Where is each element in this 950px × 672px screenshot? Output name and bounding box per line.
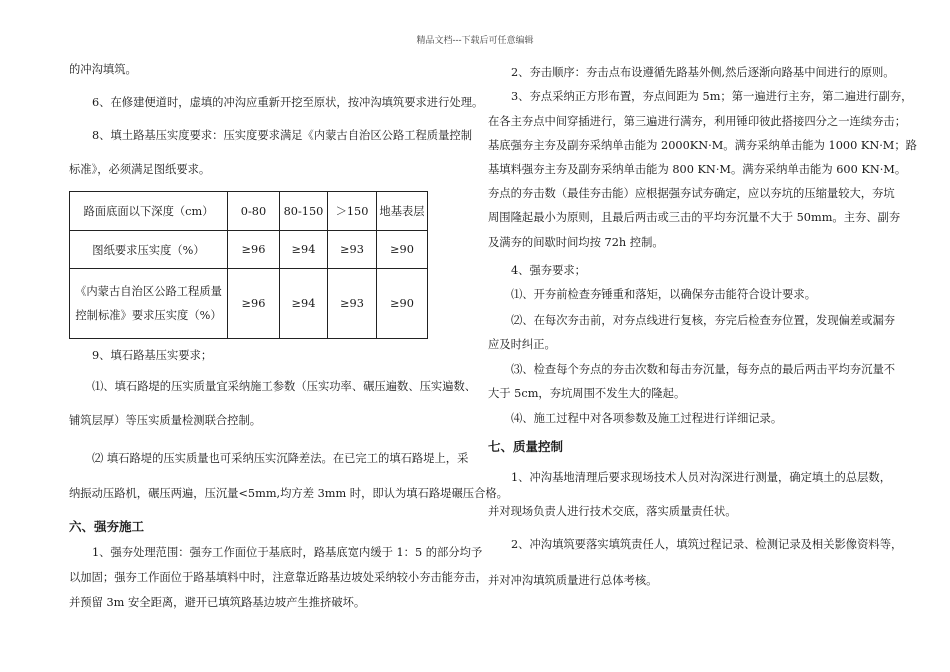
table-row	[70, 231, 428, 269]
paragraph-line: 应及时纠正。	[488, 338, 556, 351]
paragraph-line: ⑵、在每次夯击前，对夯点线进行复核，夯完后检查夯位置，发现偏差或漏夯	[511, 314, 896, 327]
paragraph-line: 3、夯点采纳正方形布置，夯点间距为 5m；第一遍进行主夯，第二遍进行副夯，	[511, 90, 913, 103]
paragraph-line: 并对现场负责人进行技术交底，落实质量责任状。	[488, 505, 737, 518]
paragraph-line: 大于 5cm，夯坑周围不发生大的隆起。	[488, 387, 686, 400]
paragraph-line: 纳振动压路机，碾压两遍，压沉量<5mm,均方差 3mm 时，即认为填石路堤碾压合格。	[69, 487, 508, 500]
paragraph-line: 1、冲沟基地清理后要求现场技术人员对沟深进行测量，确定填土的总层数，	[511, 471, 891, 484]
paragraph-line: 8、填土路基压实度要求：压实度要求满足《内蒙古自治区公路工程质量控制	[92, 129, 472, 142]
paragraph-line: ⑴、开夯前检查夯锤重和落矩，以确保夯击能符合设计要求。	[511, 288, 817, 301]
paragraph-line: 2、夯击顺序：夯击点布设遵循先路基外侧,然后逐渐向路基中间进行的原则。	[511, 66, 895, 79]
table-cell-text: 《内蒙古自治区公路工程质量	[75, 284, 222, 298]
paragraph-line: ⑶、检查每个夯点的夯击次数和每击夯沉量，每夯点的最后两击平均夯沉量不	[511, 363, 896, 376]
table-cell: ＞150	[328, 192, 377, 231]
table-cell-text: 控制标准》要求压实度（%）	[75, 308, 222, 322]
paragraph-line: 在各主夯点中间穿插进行，第三遍进行满夯，利用锤印彼此搭接四分之一连续夯击；	[488, 115, 906, 128]
table-cell: ≥93	[328, 269, 377, 339]
table-cell: ≥96	[228, 231, 280, 269]
paragraph-line: 9、填石路基压实要求；	[92, 349, 213, 362]
paragraph-line: 铺筑层厚）等压实质量检测联合控制。	[69, 414, 262, 427]
paragraph-line: 并预留 3m 安全距离，避开已填筑路基边坡产生推挤破坏。	[69, 596, 366, 609]
paragraph-line: 周围隆起最小为原则，且最后两击或三击的平均夯沉量不大于 50mm。主夯、副夯	[488, 211, 901, 224]
section-heading: 六、强夯施工	[69, 519, 145, 534]
paragraph-line: 2、冲沟填筑要落实填筑责任人，填筑过程记录、检测记录及相关影像资料等，	[511, 538, 903, 551]
table-cell: 80-150	[280, 192, 328, 231]
paragraph-line: 4、强夯要求；	[511, 264, 586, 277]
paragraph-line: 的冲沟填筑。	[69, 63, 137, 76]
table-cell: ≥90	[377, 269, 428, 339]
paragraph-line: 及满夯的间歇时间均按 72h 控制。	[488, 236, 664, 249]
paragraph-line: 基底强夯主夯及副夯采纳单击能为 2000KN·M。满夯采纳单击能为 1000 KN·M；路	[488, 139, 917, 152]
table-cell: ≥94	[280, 231, 328, 269]
paragraph-line: ⑷、施工过程中对各项参数及施工过程进行详细记录。	[511, 412, 783, 425]
table-cell: ≥96	[228, 269, 280, 339]
table-cell: ≥90	[377, 231, 428, 269]
paragraph-line: 夯点的夯击数（最佳夯击能）应根据强夯试夯确定，应以夯坑的压缩量较大，夯坑	[488, 187, 895, 200]
table-cell: 地基表层	[377, 192, 428, 231]
table-row	[70, 269, 428, 339]
paragraph-line: 并对冲沟填筑质量进行总体考核。	[488, 574, 658, 587]
paragraph-line: ⑵ 填石路堤的压实质量也可采纳压实沉降差法。在已完工的填石路堤上，采	[92, 452, 469, 465]
paragraph-line: 1、强夯处理范围：强夯工作面位于基底时，路基底宽内缓于 1：5 的部分均予	[92, 546, 483, 559]
table-row	[70, 192, 428, 231]
table-cell: ≥94	[280, 269, 328, 339]
compaction-table	[69, 191, 428, 339]
paragraph-line: ⑴、填石路堤的压实质量宜采纳施工参数（压实功率、碾压遍数、压实遍数、	[92, 380, 477, 393]
page-header: 精品文档---下载后可任意编辑	[416, 36, 534, 46]
paragraph-line: 以加固；强夯工作面位于路基填料中时，注意靠近路基边坡处采纳较小夯击能夯击，	[69, 571, 487, 584]
section-heading: 七、质量控制	[488, 439, 564, 454]
table-cell: 0-80	[228, 192, 280, 231]
paragraph-line: 6、在修建便道时，虚填的冲沟应重新开挖至原状，按冲沟填筑要求进行处理。	[92, 96, 484, 109]
table-cell	[70, 269, 228, 339]
paragraph-line: 标准》，必须满足图纸要求。	[69, 163, 211, 176]
table-cell: ≥93	[328, 231, 377, 269]
table-cell: 路面底面以下深度（cm）	[70, 192, 228, 231]
table-cell: 图纸要求压实度（%）	[70, 231, 228, 269]
paragraph-line: 基填料强夯主夯及副夯采纳单击能为 800 KN·M。满夯采纳单击能为 600 KN·M。	[488, 163, 907, 176]
